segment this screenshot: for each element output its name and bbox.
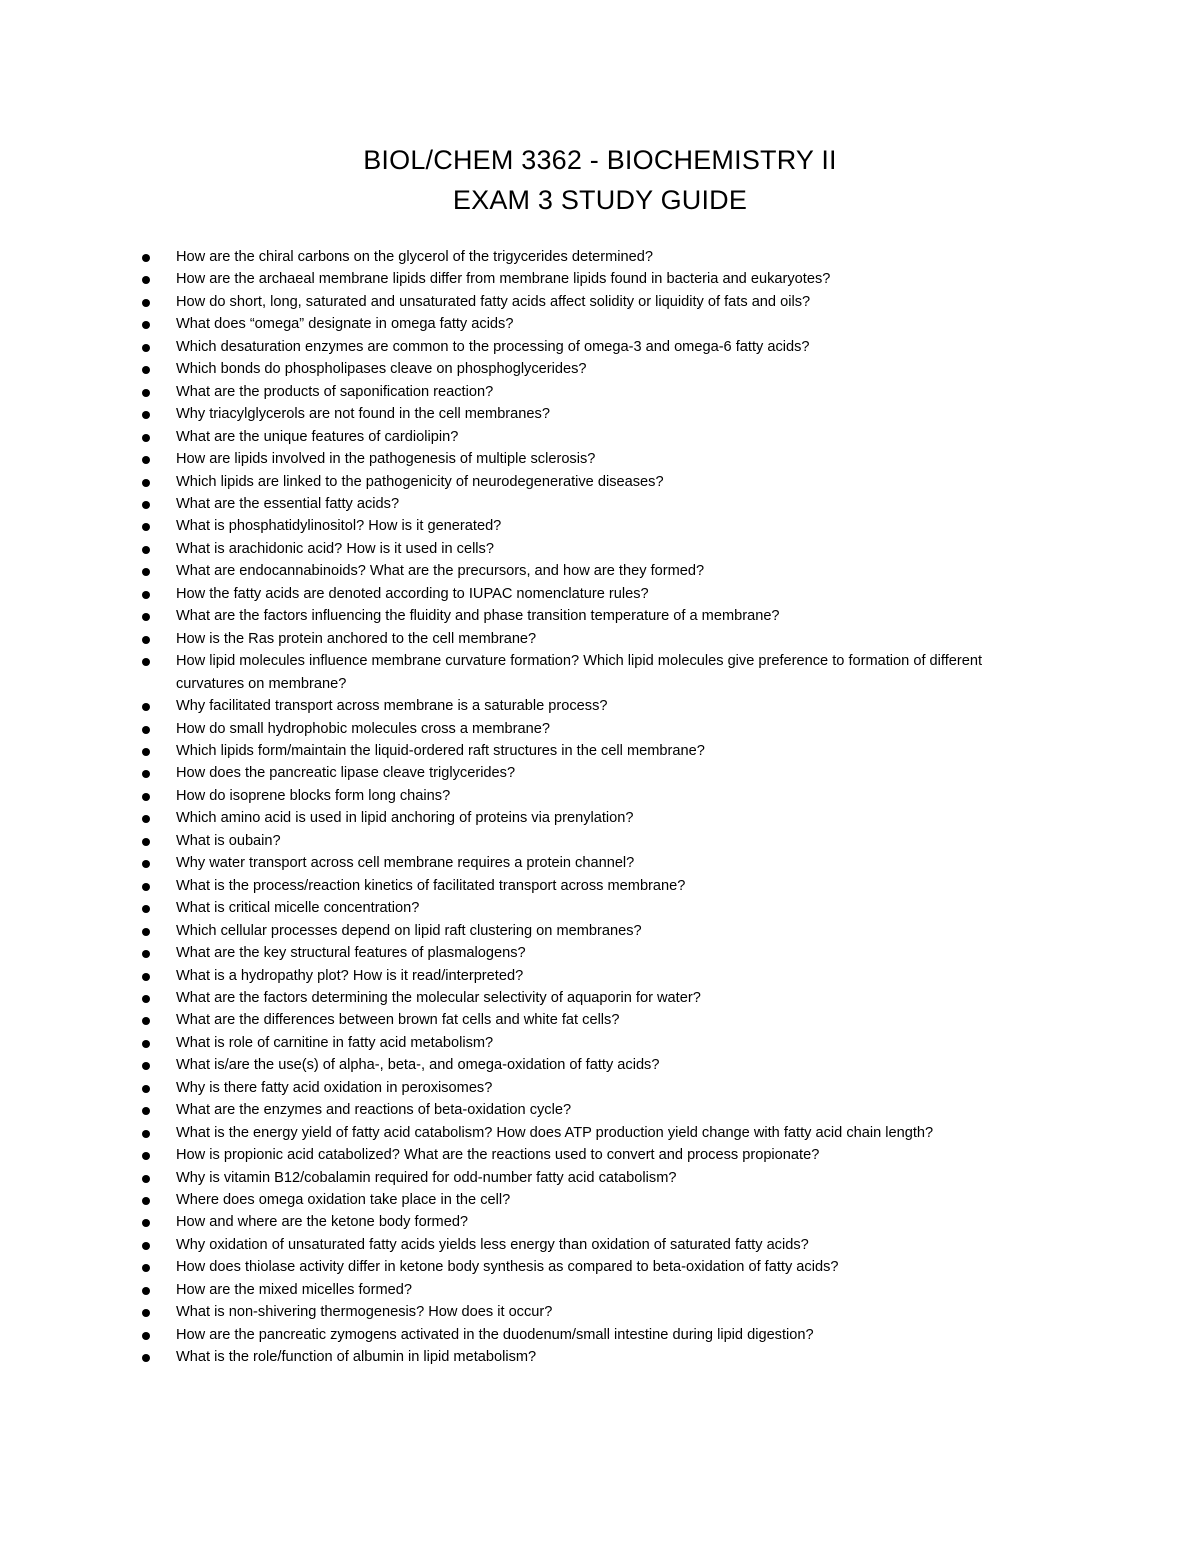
list-item [0,538,1200,560]
question-text: Why is vitamin B12/cobalamin required for odd-number fatty acid catabolism? [176,1169,677,1186]
bullet-icon [142,883,150,891]
list-item [0,426,1200,448]
question-text: What is/are the use(s) of alpha-, beta-, and omega-oxidation of fatty acids? [176,1057,660,1074]
list-item [0,291,1200,313]
question-text: What is role of carnitine in fatty acid metabolism? [176,1034,494,1051]
bullet-icon [142,1152,150,1160]
question-text: What is the energy yield of fatty acid catabolism? How does ATP production yield change with fatty acid chain length? [176,1124,934,1141]
question-text: Why oxidation of unsaturated fatty acids yields less energy than oxidation of saturated fatty acids? [176,1236,809,1253]
bullet-icon [142,1354,150,1362]
question-text: How the fatty acids are denoted according to IUPAC nomenclature rules? [176,585,649,602]
bullet-icon [142,1062,150,1070]
question-text: What are the essential fatty acids? [176,495,400,512]
bullet-icon [142,995,150,1003]
list-item [0,830,1200,852]
list-item [0,560,1200,582]
list-item [0,987,1200,1009]
question-text: What are the products of saponification reaction? [176,383,494,400]
bullet-icon [142,973,150,981]
list-item [0,807,1200,829]
question-text: How does the pancreatic lipase cleave triglycerides? [176,765,516,782]
question-text: Why water transport across cell membrane requires a protein channel? [176,855,635,872]
question-text: Why triacylglycerols are not found in the cell membranes? [176,406,550,423]
list-item [0,1144,1200,1166]
question-text: Which bonds do phospholipases cleave on phosphoglycerides? [176,361,587,378]
bullet-icon [142,838,150,846]
question-text: Which desaturation enzymes are common to the processing of omega-3 and omega-6 fatty acids? [176,338,810,355]
list-item [0,1077,1200,1099]
list-item [0,493,1200,515]
bullet-icon [142,1242,150,1250]
bullet-icon [142,1107,150,1115]
list-item [0,1189,1200,1211]
question-text: Which lipids are linked to the pathogenicity of neurodegenerative diseases? [176,473,664,490]
question-text: What is a hydropathy plot? How is it read/interpreted? [176,967,524,984]
list-item [0,313,1200,335]
question-text: Which amino acid is used in lipid anchoring of proteins via prenylation? [176,810,634,827]
question-text: Which lipids form/maintain the liquid-ordered raft structures in the cell membrane? [176,742,705,759]
list-item [0,762,1200,784]
list-item [0,268,1200,290]
question-text: How and where are the ketone body formed? [176,1214,469,1231]
bullet-icon [142,905,150,913]
bullet-icon [142,479,150,487]
question-text: What is the role/function of albumin in lipid metabolism? [176,1349,537,1366]
list-item [0,695,1200,717]
bullet-icon [142,321,150,329]
bullet-icon [142,456,150,464]
question-text: What does “omega” designate in omega fatty acids? [176,316,514,333]
question-text: What are the factors influencing the fluidity and phase transition temperature of a membrane? [176,608,780,625]
question-text: How is the Ras protein anchored to the cell membrane? [176,630,537,647]
question-text: What is oubain? [176,832,281,849]
bullet-icon [142,1219,150,1227]
bullet-icon [142,748,150,756]
bullet-icon [142,726,150,734]
bullet-icon [142,1017,150,1025]
list-item [0,1256,1200,1278]
question-text: What is critical micelle concentration? [176,900,420,917]
bullet-icon [142,546,150,554]
list-item [0,740,1200,762]
bullet-icon [142,389,150,397]
question-text: How do isoprene blocks form long chains? [176,787,451,804]
question-text: What are the key structural features of plasmalogens? [176,945,526,962]
bullet-icon [142,1040,150,1048]
bullet-icon [142,1175,150,1183]
list-item [0,1009,1200,1031]
list-item [0,650,1200,695]
question-text: Where does omega oxidation take place in the cell? [176,1192,511,1209]
question-list [0,246,1200,1369]
question-text: How lipid molecules influence membrane curvature formation? Which lipid molecules give preference to formation of different curvatures on membrane? [176,653,983,692]
bullet-icon [142,703,150,711]
question-text: How are lipids involved in the pathogenesis of multiple sclerosis? [176,451,596,468]
question-text: How are the chiral carbons on the glycerol of the trigycerides determined? [176,249,653,265]
list-item [0,965,1200,987]
bullet-icon [142,299,150,307]
question-text: What are endocannabinoids? What are the precursors, and how are they formed? [176,563,705,580]
list-item [0,718,1200,740]
list-item [0,381,1200,403]
bullet-icon [142,815,150,823]
bullet-icon [142,344,150,352]
question-text: How are the pancreatic zymogens activated in the duodenum/small intestine during lipid digestion? [176,1326,814,1343]
list-item [0,942,1200,964]
list-item [0,897,1200,919]
list-item [0,336,1200,358]
bullet-icon [142,770,150,778]
bullet-icon [142,411,150,419]
bullet-icon [142,613,150,621]
document-subtitle: EXAM 3 STUDY GUIDE [452,185,748,215]
list-item [0,1234,1200,1256]
list-item [0,1279,1200,1301]
list-item [0,1032,1200,1054]
list-item [0,1346,1200,1368]
bullet-icon [142,1085,150,1093]
bullet-icon [142,591,150,599]
question-text: What are the factors determining the molecular selectivity of aquaporin for water? [176,989,701,1006]
question-text: Why facilitated transport across membrane is a saturable process? [176,698,608,715]
list-item [0,875,1200,897]
list-item [0,1211,1200,1233]
list-item [0,246,1200,268]
list-item [0,515,1200,537]
bullet-icon [142,501,150,509]
list-item [0,358,1200,380]
question-text: What is arachidonic acid? How is it used in cells? [176,540,494,557]
list-item [0,471,1200,493]
bullet-icon [142,1264,150,1272]
list-item [0,403,1200,425]
list-item [0,1324,1200,1346]
bullet-icon [142,1309,150,1317]
bullet-icon [142,636,150,644]
bullet-icon [142,1332,150,1340]
bullet-icon [142,1197,150,1205]
list-item [0,785,1200,807]
bullet-icon [142,658,150,666]
bullet-icon [142,523,150,531]
list-item [0,852,1200,874]
list-item [0,1099,1200,1121]
question-text: Why is there fatty acid oxidation in peroxisomes? [176,1079,493,1096]
bullet-icon [142,366,150,374]
bullet-icon [142,254,150,262]
bullet-icon [142,928,150,936]
list-item [0,1054,1200,1076]
list-item [0,1301,1200,1323]
bullet-icon [142,434,150,442]
bullet-icon [142,276,150,284]
bullet-icon [142,1287,150,1295]
bullet-icon [142,793,150,801]
bullet-icon [142,950,150,958]
list-item [0,448,1200,470]
list-item [0,605,1200,627]
bullet-icon [142,1130,150,1138]
list-item [0,920,1200,942]
question-text: What is non-shivering thermogenesis? How does it occur? [176,1304,553,1321]
question-text: How do short, long, saturated and unsaturated fatty acids affect solidity or liquidity of fats and oils? [176,293,811,310]
bullet-icon [142,568,150,576]
document-title: BIOL/CHEM 3362 - BIOCHEMISTRY II [363,145,837,175]
question-text: How is propionic acid catabolized? What are the reactions used to convert and process propionate? [176,1147,820,1164]
question-text: What is the process/reaction kinetics of facilitated transport across membrane? [176,877,686,894]
question-text: What are the unique features of cardiolipin? [176,428,459,445]
question-text: How do small hydrophobic molecules cross a membrane? [176,720,550,737]
bullet-icon [142,860,150,868]
list-item [0,1167,1200,1189]
list-item [0,628,1200,650]
question-text: How does thiolase activity differ in ketone body synthesis as compared to beta-oxidation of fatty acids? [176,1259,839,1276]
question-text: How are the archaeal membrane lipids differ from membrane lipids found in bacteria and eukaryotes? [176,271,831,288]
list-item [0,1122,1200,1144]
question-text: What are the differences between brown fat cells and white fat cells? [176,1012,620,1029]
question-text: How are the mixed micelles formed? [176,1281,413,1298]
question-text: What are the enzymes and reactions of beta-oxidation cycle? [176,1102,572,1119]
list-item [0,583,1200,605]
question-text: Which cellular processes depend on lipid raft clustering on membranes? [176,922,642,939]
question-text: What is phosphatidylinositol? How is it generated? [176,518,502,535]
